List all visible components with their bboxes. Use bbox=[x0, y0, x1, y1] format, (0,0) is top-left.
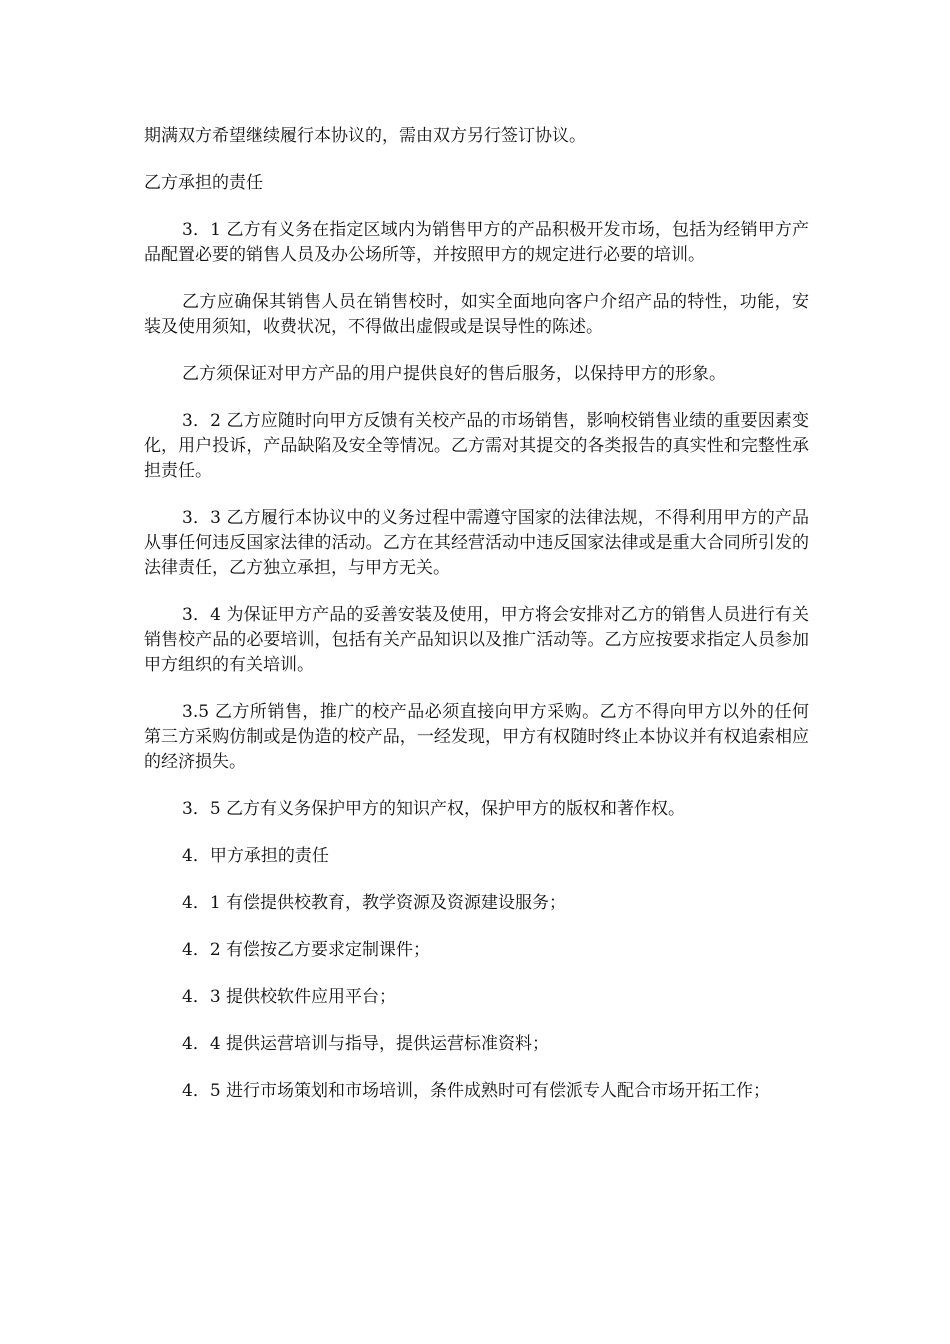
paragraph-3-4: 3．4 为保证甲方产品的妥善安装及使用，甲方将会安排对乙方的销售人员进行有关销售校产品的必要培训，包括有关产品知识以及推广活动等。乙方应按要求指定人员参加甲方组织的有关培训。 bbox=[144, 605, 809, 675]
heading-party-b-responsibilities: 乙方承担的责任 bbox=[144, 173, 263, 193]
paragraph-3-5-ip: 3．5 乙方有义务保护甲方的知识产权，保护甲方的版权和著作权。 bbox=[182, 799, 686, 819]
paragraph-contract-term: 期满双方希望继续履行本协议的，需由双方另行签订协议。 bbox=[144, 126, 586, 146]
paragraph-3-2: 3．2 乙方应随时向甲方反馈有关校产品的市场销售，影响校销售业绩的重要因素变化，用户投诉，产品缺陷及安全等情况。乙方需对其提交的各类报告的真实性和完整性承担责任。 bbox=[144, 411, 809, 481]
paragraph-4-2: 4．2 有偿按乙方要求定制课件； bbox=[182, 940, 431, 960]
paragraph-4-5: 4．5 进行市场策划和市场培训，条件成熟时可有偿派专人配合市场开拓工作； bbox=[182, 1081, 771, 1101]
paragraph-3-3: 3．3 乙方履行本协议中的义务过程中需遵守国家的法律法规，不得利用甲方的产品从事任何违反国家法律的活动。乙方在其经营活动中违反国家法律或是重大合同所引发的法律责任，乙方独立承担，与甲方无关。 bbox=[144, 508, 809, 578]
paragraph-after-sales: 乙方须保证对甲方产品的用户提供良好的售后服务，以保持甲方的形象。 bbox=[182, 364, 726, 384]
paragraph-4-3: 4．3 提供校软件应用平台； bbox=[182, 987, 397, 1007]
paragraph-4-1: 4．1 有偿提供校教育，教学资源及资源建设服务； bbox=[182, 893, 567, 913]
heading-party-a-responsibilities: 4．甲方承担的责任 bbox=[182, 846, 329, 866]
paragraph-3-1: 3．1 乙方有义务在指定区域内为销售甲方的产品积极开发市场，包括为经销甲方产品配置必要的销售人员及办公场所等，并按照甲方的规定进行必要的培训。 bbox=[144, 220, 809, 265]
paragraph-3-5-procurement: 3.5 乙方所销售，推广的校产品必须直接向甲方采购。乙方不得向甲方以外的任何第三方采购仿制或是伪造的校产品，一经发现，甲方有权随时终止本协议并有权追索相应的经济损失。 bbox=[144, 702, 809, 772]
paragraph-4-4: 4．4 提供运营培训与指导，提供运营标准资料； bbox=[182, 1034, 550, 1054]
document-page bbox=[144, 124, 809, 1126]
paragraph-sales-staff: 乙方应确保其销售人员在销售校时，如实全面地向客户介绍产品的特性，功能，安装及使用须知，收费状况，不得做出虚假或是误导性的陈述。 bbox=[144, 292, 809, 337]
